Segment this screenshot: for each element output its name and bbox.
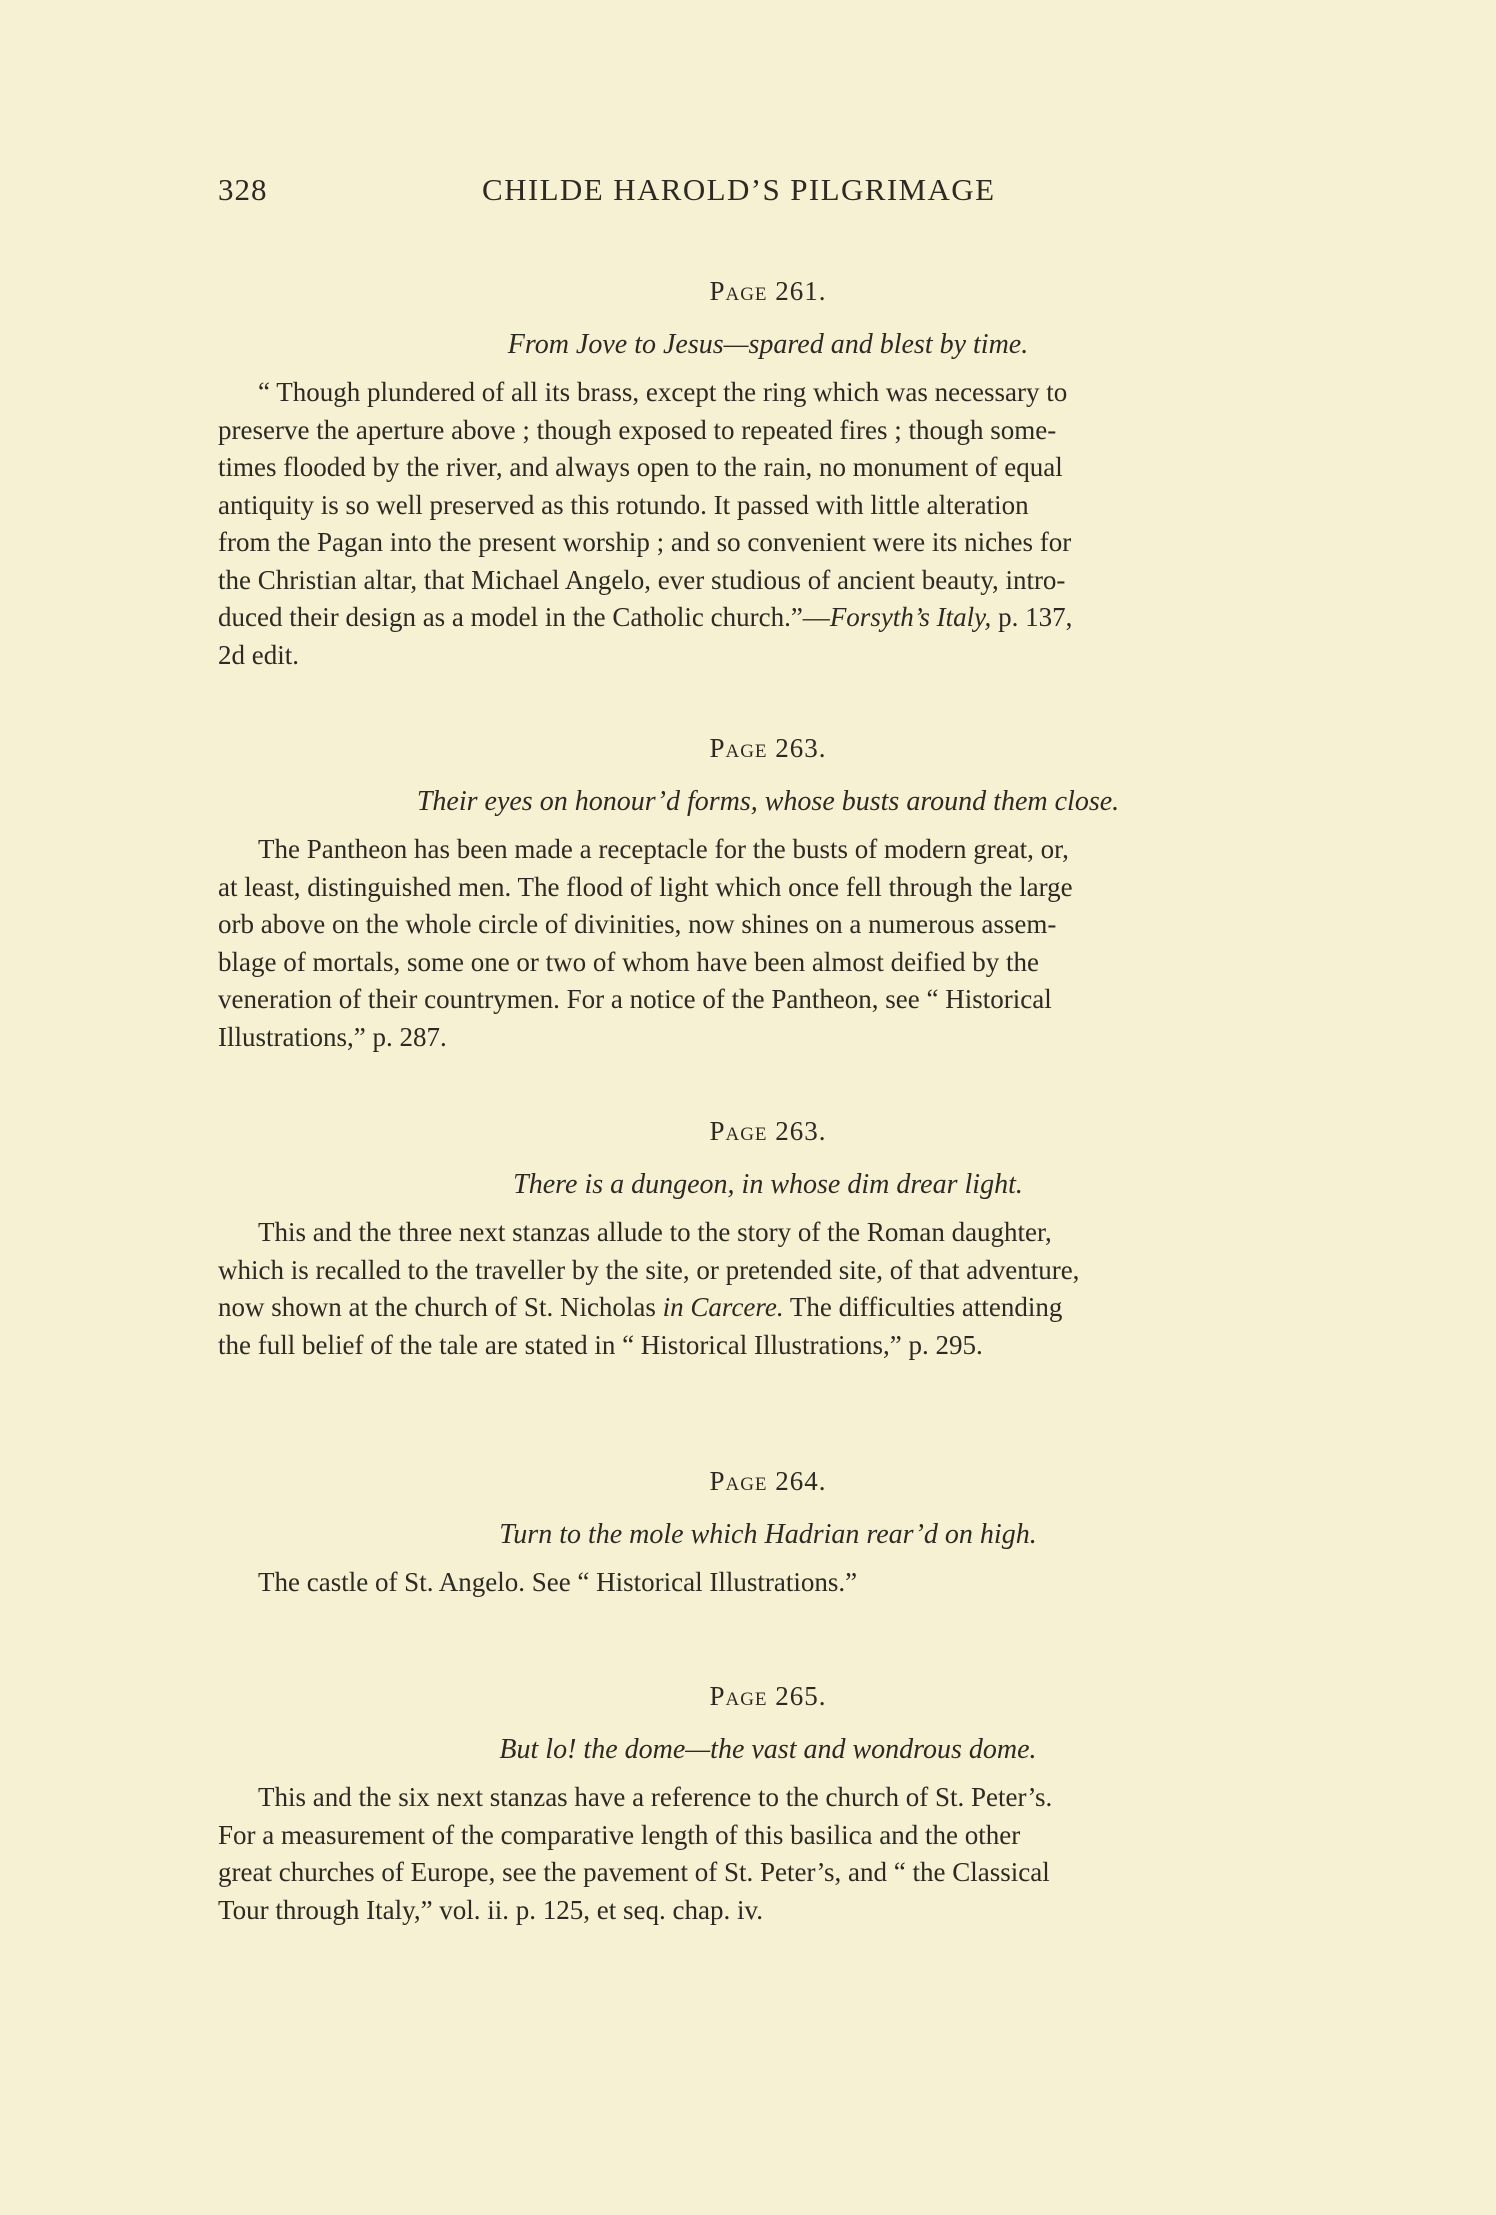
quoted-verse: There is a dungeon, in whose dim drear light. — [513, 1169, 1023, 1200]
note-line: the Christian altar, that Michael Angelo, ever studious of ancient beauty, intro- — [218, 564, 1066, 595]
note-line: at least, distinguished men. The flood of light which once fell through the large — [218, 871, 1073, 902]
note-line: “ Though plundered of all its brass, except the ring which was necessary to — [258, 377, 1068, 407]
italic-place-name: in Carcere. — [662, 1292, 784, 1322]
note-line: blage of mortals, some one or two of whom have been almost deified by the — [218, 946, 1040, 977]
note-section-263-dungeon — [218, 1106, 1318, 1364]
citation-title: Forsyth’s Italy, — [829, 602, 992, 632]
note-line: For a measurement of the comparative length of this basilica and the other — [218, 1819, 1021, 1850]
page-number: 328 — [218, 172, 268, 207]
note-line — [218, 1289, 1318, 1327]
page-reference: Page 261. — [709, 276, 827, 306]
note-section-261 — [218, 266, 1318, 674]
page-reference: Page 263. — [709, 733, 827, 763]
note-line: the full belief of the tale are stated in “ Historical Illustrations,” p. 295. — [218, 1329, 983, 1360]
note-line-text: now shown at the church of St. Nicholas — [218, 1292, 663, 1322]
note-section-263-pantheon — [218, 723, 1318, 1056]
note-section-265 — [218, 1671, 1318, 1929]
note-line: times flooded by the river, and always open to the rain, no monument of equal — [218, 452, 1063, 482]
quoted-verse: But lo! the dome—the vast and wondrous dome. — [499, 1734, 1037, 1765]
running-title: CHILDE HAROLD’S PILGRIMAGE — [482, 172, 996, 207]
note-line-text: duced their design as a model in the Catholic church.”— — [218, 602, 830, 632]
note-line-text: The difficulties attending — [783, 1292, 1063, 1322]
note-text — [218, 1214, 1318, 1364]
note-line: veneration of their countrymen. For a notice of the Pantheon, see “ Historical — [218, 984, 1052, 1014]
note-line: The castle of St. Angelo. See “ Historical Illustrations.” — [258, 1567, 858, 1597]
note-text — [218, 1779, 1318, 1929]
page-reference: Page 263. — [709, 1116, 827, 1146]
note-line: antiquity is so well preserved as this rotundo. It passed with little alteration — [218, 489, 1029, 520]
note-text — [218, 1564, 1318, 1602]
note-line: This and the six next stanzas have a reference to the church of St. Peter’s. — [258, 1782, 1053, 1812]
note-line — [218, 599, 1318, 637]
note-line: which is recalled to the traveller by the site, or pretended site, of that adventure, — [218, 1254, 1080, 1285]
quoted-verse: From Jove to Jesus—spared and blest by time. — [507, 329, 1029, 360]
note-line: great churches of Europe, see the pavement of St. Peter’s, and “ the Classical — [218, 1857, 1050, 1887]
note-line: Tour through Italy,” vol. ii. p. 125, et seq. chap. iv. — [218, 1894, 763, 1925]
note-line: The Pantheon has been made a receptacle for the busts of modern great, or, — [258, 834, 1069, 864]
note-line: orb above on the whole circle of divinities, now shines on a numerous assem- — [218, 909, 1057, 939]
note-text — [218, 831, 1318, 1056]
citation-page: p. 137, — [991, 602, 1073, 632]
running-head — [218, 172, 1303, 216]
note-line: Illustrations,” p. 287. — [218, 1021, 447, 1052]
note-line: preserve the aperture above ; though exposed to repeated fires ; though some- — [218, 414, 1057, 445]
note-line: 2d edit. — [218, 639, 299, 670]
note-section-264 — [218, 1456, 1318, 1602]
page-reference: Page 265. — [709, 1681, 827, 1711]
quoted-verse: Turn to the mole which Hadrian rear’d on high. — [499, 1519, 1037, 1550]
note-line: This and the three next stanzas allude to the story of the Roman daughter, — [258, 1217, 1052, 1247]
note-text — [218, 374, 1318, 674]
quoted-verse: Their eyes on honour’d forms, whose busts around them close. — [416, 786, 1120, 817]
page-reference: Page 264. — [709, 1466, 827, 1496]
note-line: from the Pagan into the present worship ; and so convenient were its niches for — [218, 527, 1072, 557]
